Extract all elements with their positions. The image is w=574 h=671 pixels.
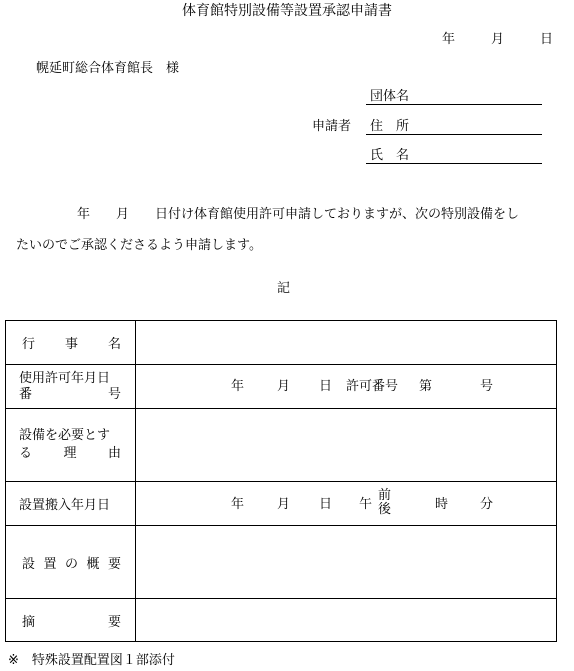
application-table xyxy=(5,320,557,642)
ki-heading: 記 xyxy=(277,281,291,296)
group-name-line[interactable] xyxy=(366,104,542,105)
group-name-label: 団体名 xyxy=(370,89,410,104)
permit-date-number-label: 使用許可年月日 番 号 xyxy=(6,365,136,409)
reason-value[interactable] xyxy=(136,409,557,482)
document-title: 体育館特別設備等設置承認申請書 xyxy=(182,3,392,19)
table-row-installation-date xyxy=(6,482,557,526)
table-row-permit xyxy=(6,365,557,409)
overview-value[interactable] xyxy=(136,526,557,599)
submission-date xyxy=(442,33,553,46)
installation-date-label: 設置搬入年月日 xyxy=(6,482,136,526)
address-label: 住 所 xyxy=(370,119,410,134)
event-name-value[interactable] xyxy=(136,321,557,365)
attachment-note: ※ 特殊設置配置図１部添付 xyxy=(8,653,175,668)
reason-label: 設備を必要とす る 理 由 xyxy=(6,409,136,482)
body-line-2: たいのでご承認くださるよう申請します。 xyxy=(16,238,262,253)
event-name-label: 行 事 名 xyxy=(6,321,136,365)
recipient: 幌延町総合体育館長 様 xyxy=(36,61,180,76)
table-row-event-name xyxy=(6,321,557,365)
address-line[interactable] xyxy=(366,134,542,135)
date-month-label: 月 xyxy=(491,32,505,47)
body-line-1: 年 月 日付け体育館使用許可申請しておりますが、次の特別設備をし xyxy=(77,207,520,222)
date-year-label: 年 xyxy=(442,32,456,47)
permit-date-number-value[interactable]: 年 月 日 許可番号 第 号 xyxy=(136,365,557,409)
table-row-remarks xyxy=(6,599,557,642)
table-row-overview xyxy=(6,526,557,599)
overview-label: 設 置 の 概 要 xyxy=(6,526,136,599)
applicant-label: 申請者 xyxy=(312,119,352,134)
table-row-reason xyxy=(6,409,557,482)
installation-date-value[interactable]: 年 月 日 午 前 後 時 分 xyxy=(136,482,557,526)
remarks-label: 摘 要 xyxy=(6,599,136,642)
name-line[interactable] xyxy=(366,163,542,164)
remarks-value[interactable] xyxy=(136,599,557,642)
name-label: 氏 名 xyxy=(370,148,410,163)
date-day-label: 日 xyxy=(540,32,554,47)
